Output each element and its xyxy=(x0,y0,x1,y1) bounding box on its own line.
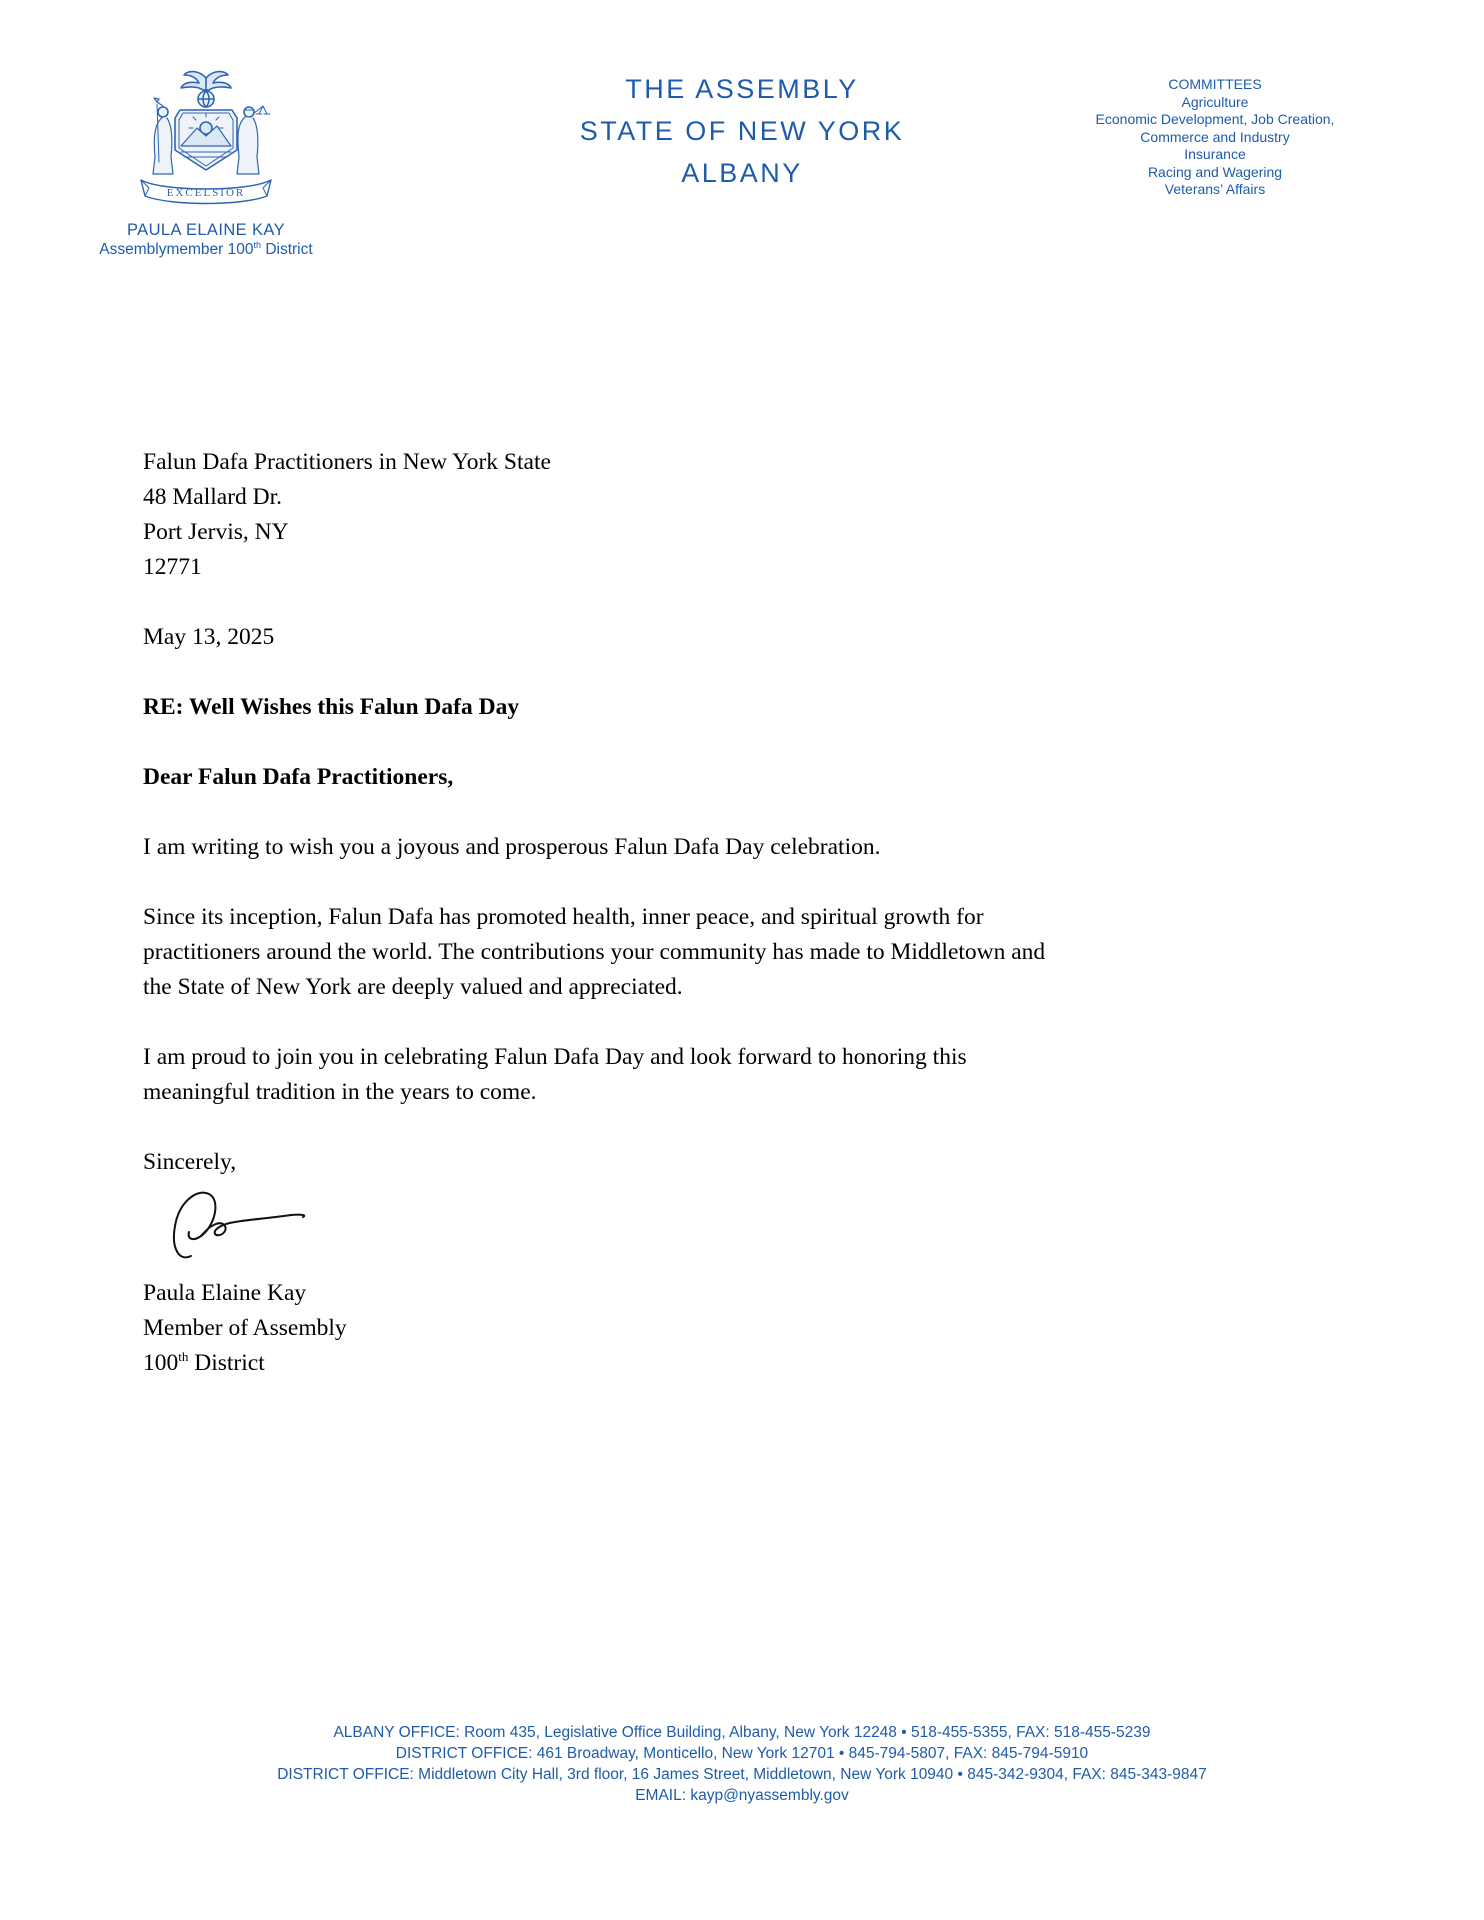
seal-motto-text: EXCELSIOR xyxy=(166,187,246,199)
salutation: Dear Falun Dafa Practitioners, xyxy=(143,764,454,790)
committee-item: Insurance xyxy=(1184,146,1246,162)
recipient-line: 48 Mallard Dr. xyxy=(143,484,283,510)
district-number: 100 xyxy=(143,1350,179,1376)
signature-icon xyxy=(163,1182,333,1274)
footer-district-office-middletown: DISTRICT OFFICE: Middletown City Hall, 3rd floor, 16 James Street, Middletown, New York 10940 • 845-342-9304, FAX: 845-343-9847 xyxy=(277,1766,1207,1783)
assembly-heading-line2: STATE OF NEW YORK xyxy=(579,116,905,146)
committee-item: Agriculture xyxy=(1181,93,1249,110)
paragraph: I am proud to join you in celebrating Falun Dafa Day and look forward to honoring this meaningful tradition in the years to come. xyxy=(143,1044,967,1105)
committees-heading: COMMITTEES xyxy=(1168,76,1262,92)
letter-body xyxy=(143,445,1073,1381)
recipient-address xyxy=(143,445,1073,585)
committee-item: Economic Development, Job Creation, xyxy=(1095,111,1335,127)
member-title xyxy=(58,240,354,259)
letter-date: May 13, 2025 xyxy=(143,624,275,650)
member-title-ordinal: th xyxy=(253,239,262,250)
recipient-line: Port Jervis, NY xyxy=(143,519,289,545)
district-suffix: District xyxy=(188,1350,265,1376)
member-name: PAULA ELAINE KAY xyxy=(126,221,286,239)
signature-block xyxy=(143,1276,1073,1381)
footer-district-office-monticello: DISTRICT OFFICE: 461 Broadway, Monticello, New York 12701 • 845-794-5807, FAX: 845-794-5910 xyxy=(395,1745,1089,1762)
assembly-heading-line3: ALBANY xyxy=(681,158,803,188)
footer-albany-office: ALBANY OFFICE: Room 435, Legislative Office Building, Albany, New York 12248 • 518-455-5355, FAX: 518-455-5239 xyxy=(333,1724,1151,1741)
footer-email: EMAIL: kayp@nyassembly.gov xyxy=(635,1787,849,1804)
member-title-prefix: Assemblymember 100 xyxy=(99,241,254,258)
assembly-heading-line1: THE ASSEMBLY xyxy=(625,74,859,104)
office-footer xyxy=(0,1722,1484,1806)
subject-line: RE: Well Wishes this Falun Dafa Day xyxy=(143,694,520,720)
paragraph: Since its inception, Falun Dafa has promoted health, inner peace, and spiritual growth for practitioners around the world. The contributions your community has made to Middletown and the State of New York are deeply valued and appreciated. xyxy=(143,904,1046,1000)
signer-district xyxy=(143,1346,1073,1381)
committee-item: Veterans’ Affairs xyxy=(1164,181,1266,197)
committee-item: Racing and Wagering xyxy=(1147,163,1283,180)
district-ordinal: th xyxy=(178,1349,189,1365)
closing: Sincerely, xyxy=(143,1149,237,1175)
paragraph: I am writing to wish you a joyous and prosperous Falun Dafa Day celebration. xyxy=(143,834,881,860)
recipient-line: Falun Dafa Practitioners in New York State xyxy=(143,449,551,475)
committee-item: Commerce and Industry xyxy=(1140,128,1290,145)
signer-name: Paula Elaine Kay xyxy=(143,1280,307,1306)
recipient-line: 12771 xyxy=(143,554,202,580)
signer-title: Member of Assembly xyxy=(143,1315,347,1341)
committees-block xyxy=(1073,76,1357,199)
member-title-suffix: District xyxy=(261,241,313,258)
